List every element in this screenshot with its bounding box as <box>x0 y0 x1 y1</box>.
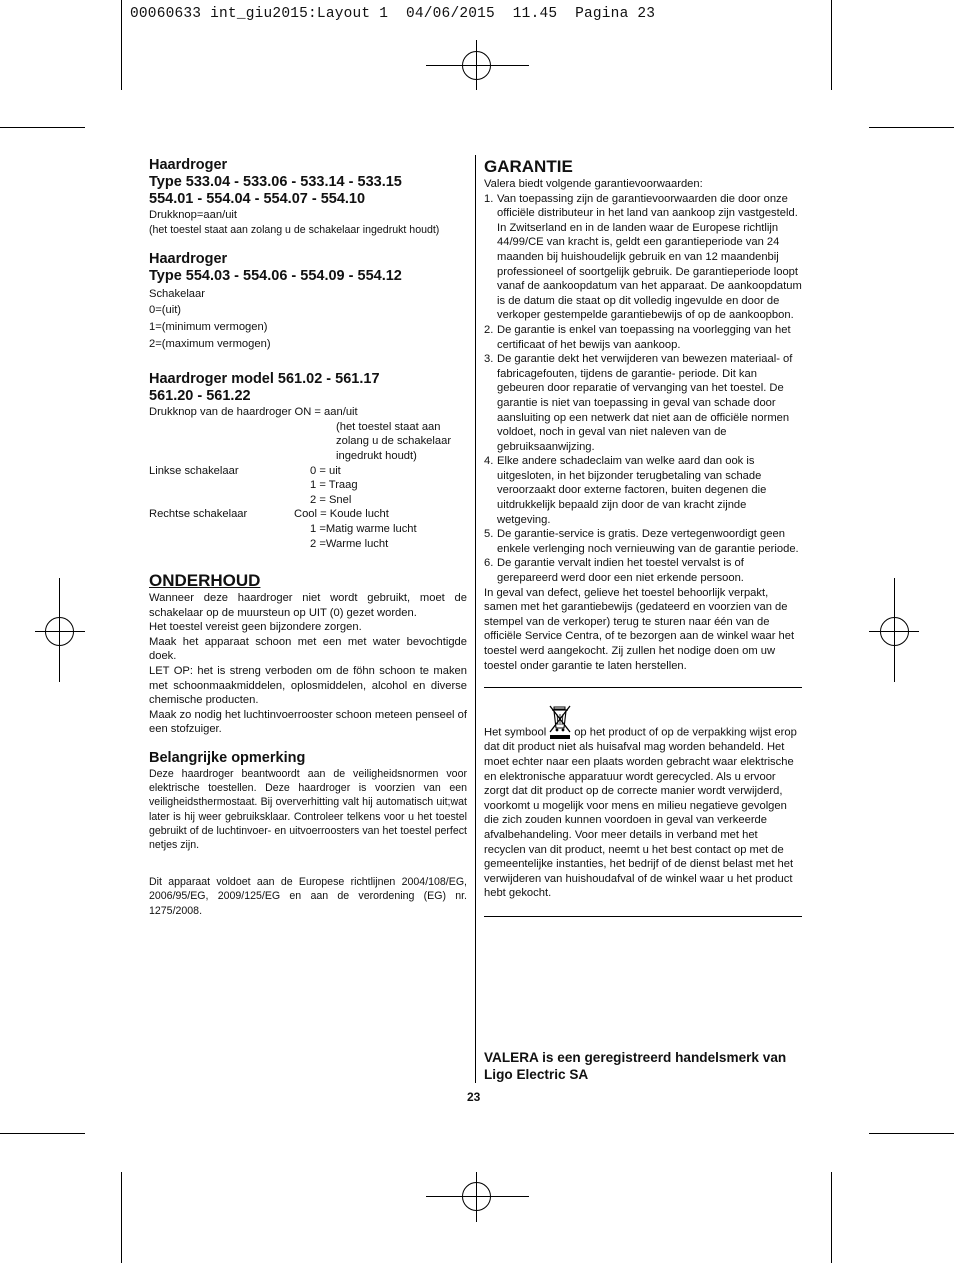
guarantee-list <box>484 192 802 586</box>
section-onderhoud <box>149 571 467 737</box>
spec-value: 1 =Matig warme lucht <box>310 522 417 535</box>
weee-text-after: op het product of op de verpakking wijst erop dat dit product niet als huisafval mag worden behandeld. Het moet echter naar een plaats worden gebracht waar elektrische en elektronische apparatuur wordt gerecycled. Als u ervoor zorgt dat dit product op de correcte manier wordt verwijderd, voorkomt u mogelijk voor mens en milieu negatieve gevolgen die zich zouden kunnen voordoen in geval van verkeerde afvalbehandeling. Voor meer details in verband met het recyclen van dit product, neemt u het best contact op met de gemeentelijke instanties, het bedrijf of de dienst belast met het verwijderen van huishoudafval of de winkel waar u het product hebt gekocht. <box>484 726 797 900</box>
page-number: 23 <box>467 1090 481 1104</box>
paragraph: Dit apparaat voldoet aan de Europese richtlijnen 2004/108/EG, 2006/95/EG, 2009/125/EG en aan de verordening (EG) nr. 1275/2008. <box>149 876 467 917</box>
guarantee-item-number: 3. <box>484 353 494 366</box>
spec-label: Rechtse schakelaar <box>149 508 248 521</box>
spec-row <box>149 537 467 552</box>
crop-mark <box>121 0 122 90</box>
guarantee-item-number: 4. <box>484 455 494 468</box>
paragraph: Maak zo nodig het luchtinvoerrooster schoon meteen penseel of een stofzuiger. <box>149 708 467 736</box>
registration-circle <box>462 1182 491 1211</box>
trademark-note: VALERA is een geregistreerd handelsmerk van Ligo Electric SA <box>484 1050 787 1082</box>
registration-circle <box>880 617 909 646</box>
section-subtitle: 561.20 - 561.22 <box>149 388 251 405</box>
guarantee-item <box>484 323 802 352</box>
guarantee-item <box>484 352 802 454</box>
spec-row <box>149 464 467 479</box>
spec-row <box>149 420 467 435</box>
divider <box>484 916 802 917</box>
paragraph: Valera biedt volgende garantievoorwaarden: <box>484 178 703 190</box>
spec-row <box>149 507 467 522</box>
column-divider <box>475 155 476 1083</box>
paragraph: Wanneer deze haardroger niet wordt gebruikt, moet de schakelaar op de muursteun op UIT (0) gezet worden. <box>149 592 467 619</box>
spec-row <box>149 522 467 537</box>
print-slug: 00060633 int_giu2015:Layout 1 04/06/2015 11.45 Pagina 23 <box>130 6 656 22</box>
guarantee-item-number: 6. <box>484 557 494 570</box>
guarantee-item <box>484 192 802 323</box>
spec-value: 0 = uit <box>310 464 341 477</box>
section-subtitle: Type 554.03 - 554.06 - 554.09 - 554.12 <box>149 267 402 284</box>
crop-mark <box>831 0 832 90</box>
spec-row <box>149 405 467 420</box>
section-type-554 <box>149 251 467 351</box>
guarantee-item-text: De garantie vervalt indien het toestel vervalst is of gerepareerd werd door een niet erkende persoon. <box>497 557 744 585</box>
spec-line: ingedrukt houdt) <box>336 449 417 462</box>
guarantee-item-text: De garantie dekt het verwijderen van bewezen materiaal- of fabricagefouten, tijdens de garantie- periode. Dit kan gebeuren door reparatie of vervanging van het toestel. De garantie is niet van toepassing in geval van schade door aansluiting op een netwerk dat niet aan de officiële normen voldoet, noch in geval van niet naleven van de gebruiksaanwijzing. <box>497 353 793 453</box>
weee-text-before: Het symbool <box>484 726 547 739</box>
paragraph: In geval van defect, gelieve het toestel behoorlijk verpakt, samen met het garantiebewijs (gedateerd en voorzien van de stempel van de verkoper) terug te sturen naar één van de officiële Service Centra, of te bezorgen aan de winkel waar het toestel werd aangekocht. Zij zullen het nodige doen om uw toestel onder garantie te laten herstellen. <box>484 586 795 672</box>
crop-mark <box>831 1172 832 1263</box>
paragraph: Deze haardroger beantwoordt aan de veiligheidsnormen voor elektrische toestellen. Deze haardroger is voorzien van een veiligheidsthermostaat. Bij oververhitting valt hij automatisch uit;wat later is hij weer gebruiksklaar. Controleer telkens voor u het toestel gebruikt of de luchtinvoer- en uitvoerroosters van het toestel perfect netjes zijn. <box>149 768 467 852</box>
weee-notice <box>484 704 802 901</box>
guarantee-item-number: 1. <box>484 192 494 205</box>
registration-circle <box>45 617 74 646</box>
section-type-533 <box>149 157 467 237</box>
guarantee-item-number: 5. <box>484 528 494 541</box>
spec-line: zolang u de schakelaar <box>336 435 452 448</box>
spec-line: Drukknop van de haardroger ON = aan/uit <box>149 406 358 419</box>
guarantee-item-number: 2. <box>484 323 494 336</box>
crop-mark <box>121 1172 122 1263</box>
paragraph: Maak het apparaat schoon met een met water bevochtigde doek. <box>149 635 467 663</box>
left-column <box>149 157 467 918</box>
spec-value: 1 = Traag <box>310 479 358 492</box>
crossed-bin-icon <box>547 704 573 740</box>
spec-line: 0=(uit) <box>149 304 182 317</box>
guarantee-item-text: Van toepassing zijn de garantievoorwaarden die door onze officiële distributeur in het land van aankoop zijn vastgesteld. In Zwitserland en in de landen waar de Europese richtlijn 44/99/CE van kracht is, geldt een garantieperiode van 24 maanden bij huishoudelijk gebruik en van 12 maandenbij professioneel of soortgelijk gebruik. De garantieperiode loopt vanaf de aankoopdatum van het apparaat. De aankoopdatum is de datum die staat op dit volledig ingevulde en door de verkoper gestempelde garantiebewijs of op de aankoopbon. <box>497 192 802 322</box>
spec-row <box>149 434 467 449</box>
spec-value: 2 = Snel <box>310 493 352 506</box>
divider <box>484 687 802 688</box>
section-subtitle: 554.01 - 554.04 - 554.07 - 554.10 <box>149 191 366 207</box>
section-title: Haardroger <box>149 157 228 173</box>
spec-row <box>149 478 467 493</box>
right-column <box>484 157 802 1082</box>
spec-line: Drukknop=aan/uit <box>149 209 238 221</box>
registration-circle <box>462 51 491 80</box>
spec-value: 2 =Warme lucht <box>310 537 389 550</box>
section-title: Haardroger model 561.02 - 561.17 <box>149 371 380 388</box>
spec-line: 2=(maximum vermogen) <box>149 337 271 350</box>
section-heading: GARANTIE <box>484 157 573 176</box>
section-opmerking <box>149 750 467 918</box>
section-subtitle: Type 533.04 - 533.06 - 533.14 - 533.15 <box>149 174 402 190</box>
spec-line: 1=(minimum vermogen) <box>149 320 268 333</box>
section-model-561 <box>149 371 467 551</box>
crop-mark <box>0 127 85 128</box>
section-heading: Belangrijke opmerking <box>149 750 306 767</box>
paragraph: Het toestel vereist geen bijzondere zorgen. <box>149 621 362 634</box>
spec-row <box>149 449 467 464</box>
guarantee-item-text: De garantie is enkel van toepassing na voorlegging van het certificaat of het bewijs van aankoop. <box>497 323 791 351</box>
spec-line: Schakelaar <box>149 287 205 300</box>
spec-value: Cool = Koude lucht <box>294 508 389 521</box>
crop-mark <box>869 127 954 128</box>
spec-line: (het toestel staat aan zolang u de schakelaar ingedrukt houdt) <box>149 223 440 236</box>
crop-mark <box>0 1133 85 1134</box>
guarantee-item <box>484 454 802 527</box>
spec-line: (het toestel staat aan <box>336 420 441 433</box>
crop-mark <box>869 1133 954 1134</box>
guarantee-item <box>484 556 802 585</box>
section-heading: ONDERHOUD <box>149 571 261 591</box>
guarantee-item <box>484 527 802 556</box>
guarantee-item-text: Elke andere schadeclaim van welke aard dan ook is uitgesloten, in het bijzonder terugbetaling van schade veroorzaakt door externe factoren, buiten degenen die uitdrukkelijk bepaald zijn door de van kracht zijnde wetgeving. <box>497 455 767 526</box>
guarantee-item-text: De garantie-service is gratis. Deze vertegenwoordigt geen enkele verlenging noch vernieuwing van de garantie periode. <box>497 528 799 555</box>
spec-label: Linkse schakelaar <box>149 464 239 477</box>
section-title: Haardroger <box>149 250 228 267</box>
paragraph: LET OP: het is streng verboden om de föhn schoon te maken met schoonmaakmiddelen, oplosmiddelen, alcohol en diverse chemische producten. <box>149 665 467 707</box>
spec-row <box>149 493 467 508</box>
